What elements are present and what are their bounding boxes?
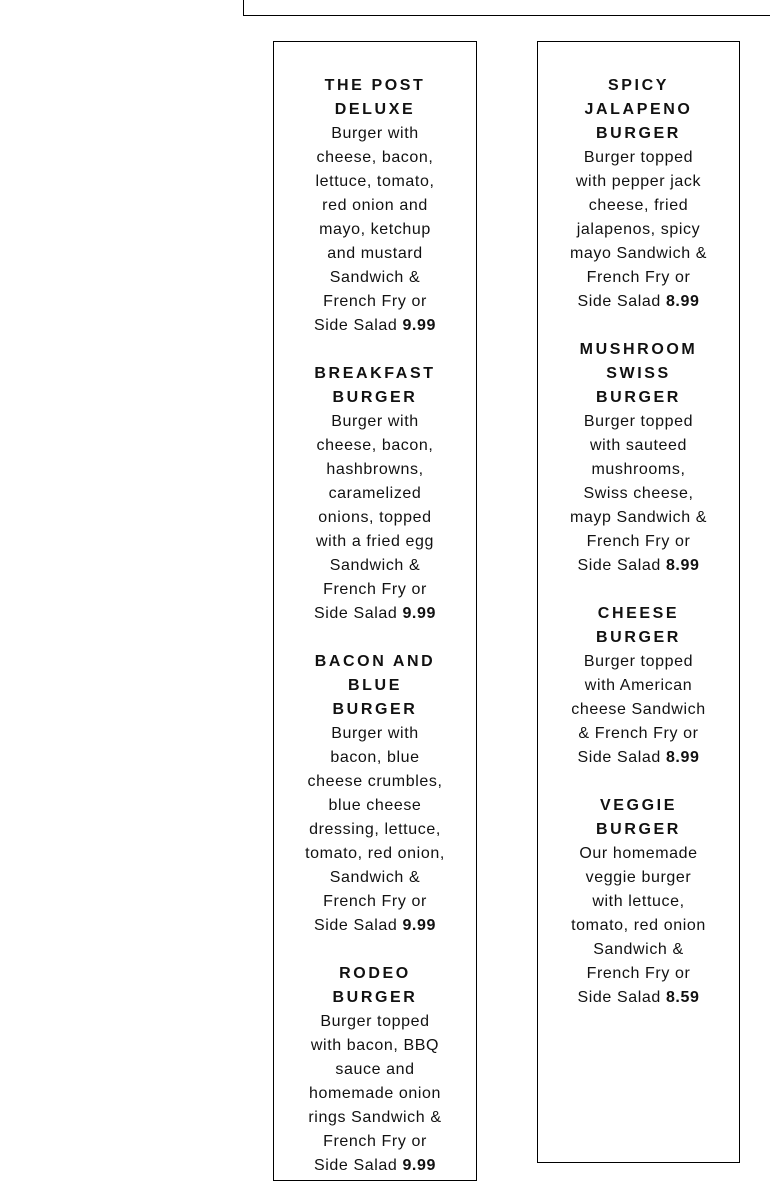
menu-item	[305, 74, 445, 338]
menu-item-price: 9.99	[402, 917, 436, 934]
menu-column-right	[537, 41, 740, 1163]
menu-item-price: 8.99	[665, 749, 700, 766]
menu-item-description: Burger topped with sauteed mushrooms, Swiss cheese, mayp	[569, 413, 694, 526]
menu-item-option: Sandwich & French Fry or Side Salad	[577, 941, 691, 1006]
menu-item	[305, 962, 445, 1178]
menu-item-name: SPICY JALAPENO BURGER	[584, 77, 693, 142]
menu-item-price: 9.99	[402, 317, 436, 334]
menu-item	[569, 338, 709, 578]
menu-item	[569, 74, 709, 314]
menu-item-description: Burger with bacon, blue cheese crumbles, blue cheese dressing, lettuce, tomato, red onion,	[305, 725, 445, 862]
menu-item-name: THE POST DELUXE	[324, 77, 426, 118]
menu-item-name: BACON AND BLUE BURGER	[314, 653, 436, 718]
menu-item-name: RODEO BURGER	[332, 965, 418, 1006]
menu-item	[569, 602, 709, 770]
menu-item-price: 8.59	[665, 989, 700, 1006]
menu-item-option: Sandwich & French Fry or Side Salad	[314, 557, 427, 622]
top-section-box	[243, 0, 770, 16]
menu-item-price: 9.99	[402, 605, 436, 622]
menu-item-option: Sandwich & French Fry or Side Salad	[577, 245, 708, 310]
menu-item-description: Burger topped with pepper jack cheese, fried jalapenos, spicy mayo	[569, 149, 702, 262]
menu-item-option: Sandwich & French Fry or Side Salad	[314, 269, 427, 334]
menu-item-description: Burger with cheese, bacon, hashbrowns, caramelized onions, topped with a fried egg	[315, 413, 435, 550]
menu-item-description: Burger topped with bacon, BBQ sauce and homemade onion rings	[308, 1013, 442, 1126]
menu-item-name: MUSHROOM SWISS BURGER	[579, 341, 698, 406]
menu-item-price: 9.99	[402, 1157, 436, 1174]
menu-item-option: Sandwich & French Fry or Side Salad	[314, 1109, 442, 1174]
menu-item-name: BREAKFAST BURGER	[314, 365, 436, 406]
menu-item-option: Sandwich & French Fry or Side Salad	[314, 869, 427, 934]
menu-item-description: Burger topped with American cheese	[571, 653, 694, 718]
menu-item-option: Sandwich & French Fry or Side Salad	[577, 509, 708, 574]
menu-item	[305, 362, 445, 626]
menu-item-option: Sandwich & French Fry or Side Salad	[577, 701, 706, 766]
menu-item-description: Our homemade veggie burger with lettuce, tomato, red onion	[571, 845, 706, 934]
menu-column-left	[273, 41, 477, 1181]
menu-item-name: CHEESE BURGER	[596, 605, 681, 646]
menu-item-description: Burger with cheese, bacon, lettuce, tomato, red onion and mayo, ketchup and mustard	[315, 125, 435, 262]
menu-item	[305, 650, 445, 938]
menu-item	[569, 794, 709, 1010]
menu-item-price: 8.99	[665, 293, 700, 310]
menu-item-name: VEGGIE BURGER	[596, 797, 681, 838]
menu-item-price: 8.99	[665, 557, 700, 574]
